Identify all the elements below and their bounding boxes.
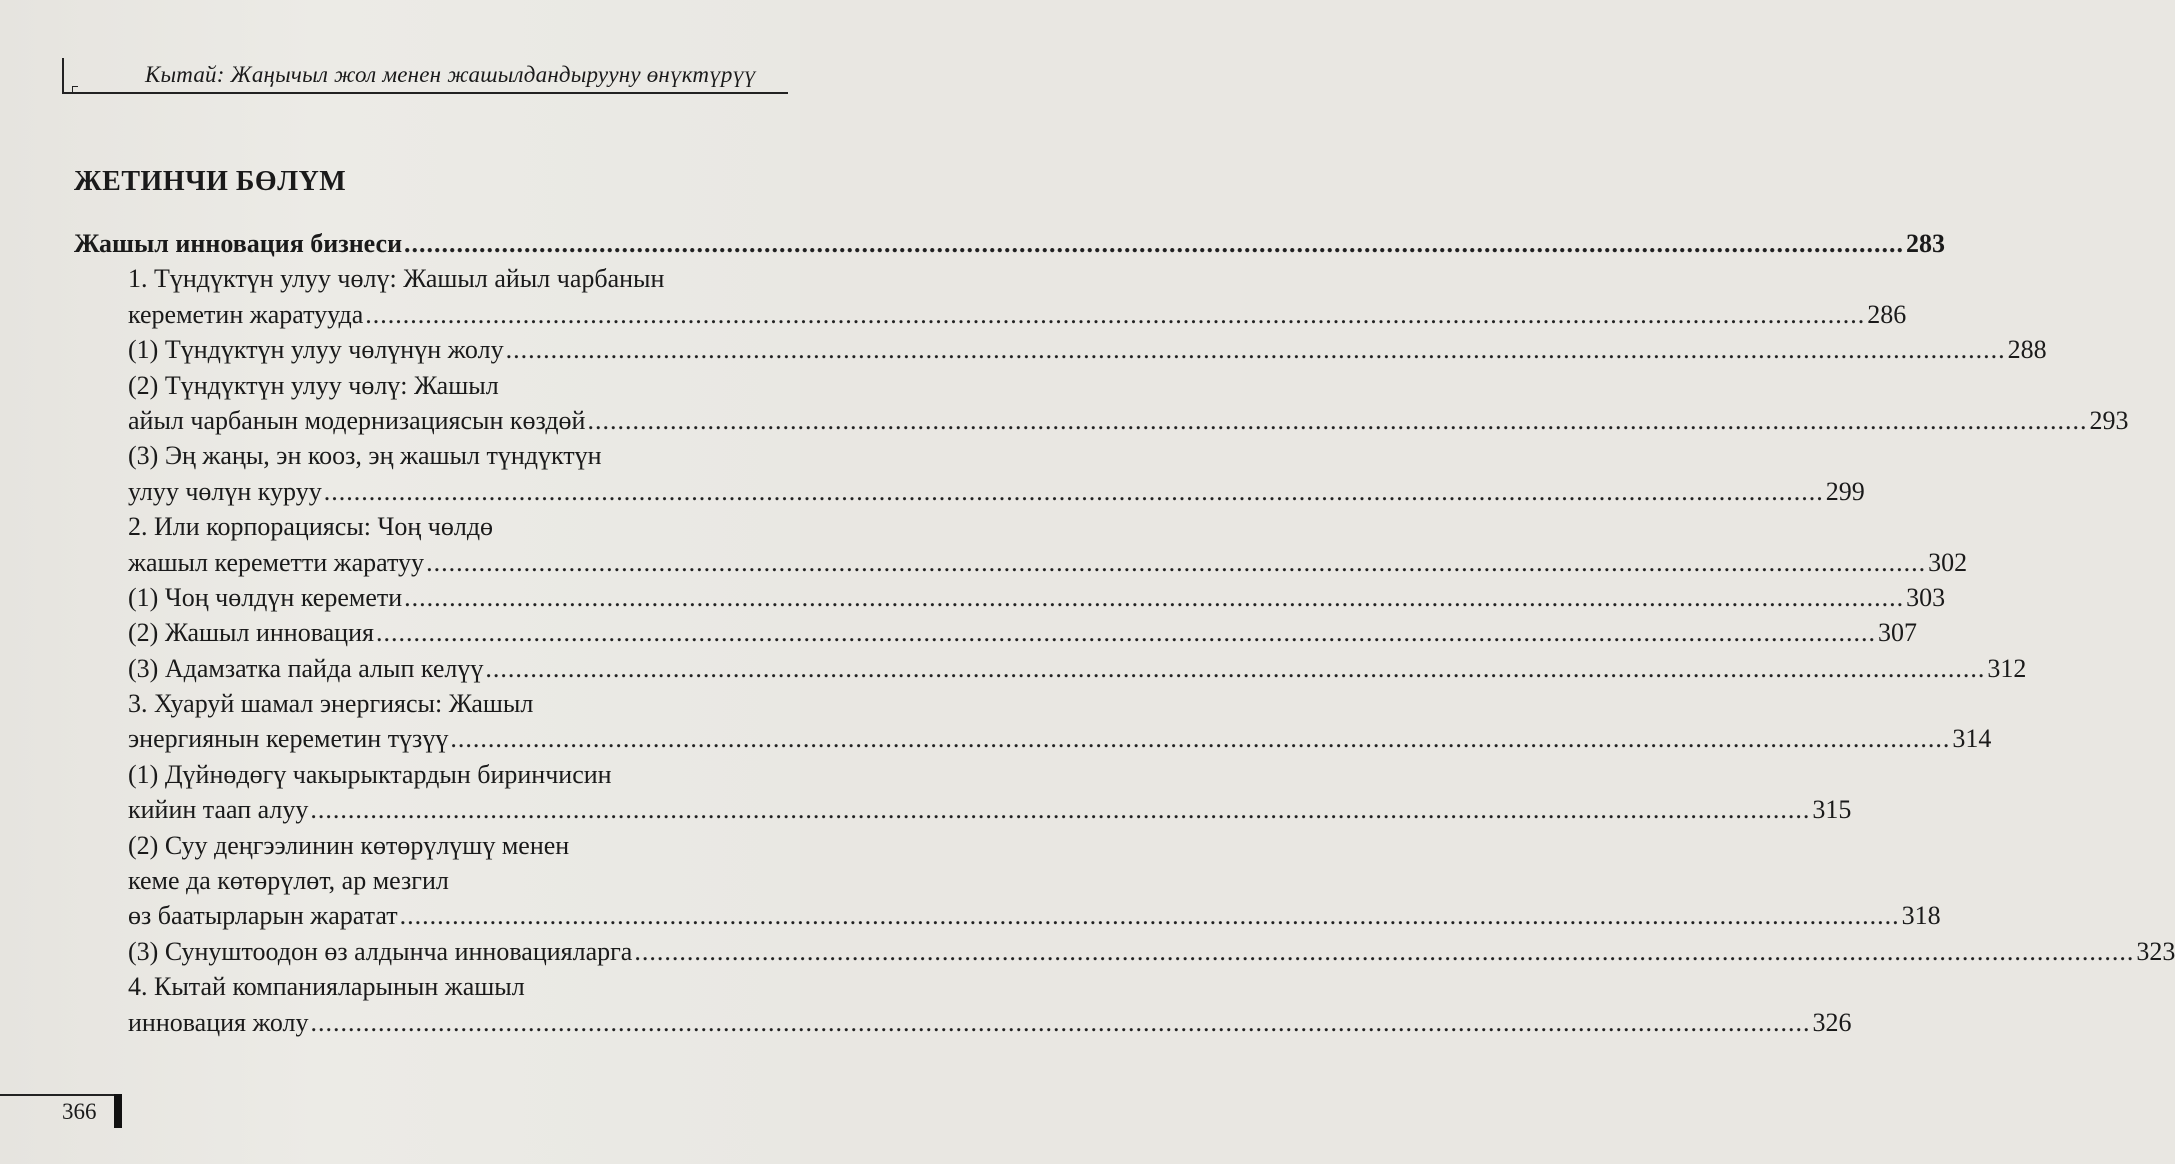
toc-entry [74, 651, 2027, 686]
toc-entry-title: 3. Хуаруй шамал энергиясы: Жашыл [128, 689, 534, 719]
footer-rule [0, 1094, 118, 1096]
toc-page-number: 326 [1812, 1007, 1852, 1037]
toc-entry-title: 2. Или корпорациясы: Чоң чөлдө [128, 512, 494, 542]
dot-leader: ........................................................................................................................................................................................................ [587, 405, 2088, 435]
toc-entry-line [74, 651, 2027, 686]
toc-entry [74, 509, 1968, 580]
toc-entry-title: айыл чарбанын модернизациясын көздөй [128, 405, 586, 435]
toc-entry-line [74, 332, 2047, 367]
table-of-contents [74, 226, 2175, 1040]
toc-entry-line [74, 898, 1941, 933]
toc-page-number: 312 [1987, 653, 2027, 683]
toc-entry-line-continued [74, 686, 754, 721]
toc-entry [74, 615, 1917, 650]
toc-entry-line [74, 474, 1865, 509]
toc-page-number: 299 [1825, 476, 1865, 506]
toc-entry-line-continued [74, 757, 754, 792]
toc-entry-title: кеме да көтөрүлөт, ар мезгил [128, 866, 449, 896]
toc-entry-line [74, 792, 1852, 827]
toc-entry-title: (2) Суу деңгээлинин көтөрүлүшү менен [128, 830, 570, 860]
dot-leader: ........................................................................................................................................................................................................ [404, 229, 1905, 258]
toc-entry-title: (1) Түндүктүн улуу чөлүнүн жолу [128, 335, 504, 365]
toc-entry-line-continued [74, 509, 754, 544]
toc-entry-title: энергиянын кереметин түзүү [128, 724, 449, 754]
toc-entry-line [74, 721, 1992, 756]
toc-page-number: 293 [2089, 405, 2129, 435]
dot-leader: ........................................................................................................................................................................................................ [310, 1007, 1811, 1037]
toc-entry-line [74, 615, 1917, 650]
toc-entry-title: инновация жолу [128, 1007, 309, 1037]
toc-entry [74, 261, 1907, 332]
page-number: 366 [62, 1099, 97, 1124]
dot-leader: ........................................................................................................................................................................................................ [375, 618, 1876, 648]
header-rule [74, 92, 788, 94]
dot-leader: ........................................................................................................................................................................................................ [310, 795, 1811, 825]
toc-entry [74, 934, 2175, 969]
toc-entry-line-continued [74, 828, 754, 863]
toc-entry [74, 438, 1865, 509]
toc-entry-title: (3) Эң жаңы, эн кооз, эң жашыл түндүктүн [128, 441, 602, 471]
toc-entry-line [74, 297, 1907, 332]
toc-entry [74, 332, 2047, 367]
toc-entry-title: Жашыл инновация бизнеси [74, 229, 403, 258]
section-title: ЖЕТИНЧИ БӨЛҮМ [74, 166, 347, 197]
toc-entry-title: (1) Чоң чөлдүн керемети [128, 582, 403, 612]
toc-entry [74, 580, 1946, 615]
toc-entry-line-continued [74, 438, 754, 473]
toc-entry [74, 686, 1992, 757]
toc-page-number: 318 [1901, 901, 1941, 931]
toc-entry-line-continued [74, 863, 754, 898]
toc-page-number: 288 [2007, 335, 2047, 365]
toc-entry-title: кереметин жаратууда [128, 299, 364, 329]
footer-bar [114, 1094, 122, 1128]
toc-entry-line [74, 934, 2175, 969]
toc-page-number: 302 [1928, 547, 1968, 577]
toc-entry-title: улуу чөлүн куруу [128, 476, 322, 506]
toc-entry-title: 1. Түндүктүн улуу чөлү: Жашыл айыл чарбанын [128, 264, 665, 294]
toc-entry-title: (3) Адамзатка пайда алып келүү [128, 653, 484, 683]
toc-page-number: 307 [1877, 618, 1917, 648]
toc-entry [74, 757, 1852, 828]
toc-entry-title: (2) Жашыл инновация [128, 618, 374, 648]
dot-leader: ........................................................................................................................................................................................................ [426, 547, 1927, 577]
toc-entry-title: өз баатырларын жаратат [128, 901, 398, 931]
toc-entry-line-continued [74, 261, 754, 296]
toc-entry-line-continued [74, 368, 754, 403]
toc-page-number: 314 [1952, 724, 1992, 754]
toc-entry [74, 226, 1946, 261]
toc-page-number: 303 [1906, 582, 1946, 612]
dot-leader: ........................................................................................................................................................................................................ [485, 653, 1986, 683]
toc-entry-line [74, 403, 2129, 438]
dot-leader: ........................................................................................................................................................................................................ [399, 901, 1900, 931]
dot-leader: ........................................................................................................................................................................................................ [450, 724, 1951, 754]
running-header: Кытай: Жаңычыл жол менен жашылдандырууну өнүктүрүү [145, 62, 756, 87]
toc-entry [74, 828, 1941, 934]
toc-entry-title: (3) Сунуштоодон өз алдынча инновацияларга [128, 936, 633, 966]
toc-entry-line-continued [74, 969, 754, 1004]
dot-leader: ........................................................................................................................................................................................................ [634, 936, 2135, 966]
dot-leader: ........................................................................................................................................................................................................ [505, 335, 2006, 365]
toc-entry [74, 368, 2129, 439]
dot-leader: ........................................................................................................................................................................................................ [323, 476, 1824, 506]
toc-page-number: 323 [2136, 936, 2175, 966]
toc-page-number: 286 [1867, 299, 1907, 329]
dot-leader: ........................................................................................................................................................................................................ [404, 582, 1905, 612]
toc-page-number: 315 [1812, 795, 1852, 825]
dot-leader: ........................................................................................................................................................................................................ [365, 299, 1866, 329]
toc-entry-title: кийин таап алуу [128, 795, 309, 825]
toc-entry-title: 4. Кытай компанияларынын жашыл [128, 972, 525, 1002]
toc-entry-line [74, 580, 1946, 615]
toc-entry-line [74, 226, 1946, 261]
toc-entry-title: (2) Түндүктүн улуу чөлү: Жашыл [128, 370, 499, 400]
header-corner-line [62, 58, 64, 92]
toc-entry-line [74, 1005, 1852, 1040]
toc-entry-title: (1) Дүйнөдөгү чакырыктардын биринчисин [128, 759, 612, 789]
toc-entry [74, 969, 1852, 1040]
toc-entry-line [74, 545, 1968, 580]
toc-entry-title: жашыл кереметти жаратуу [128, 547, 425, 577]
toc-page-number: 283 [1906, 229, 1946, 258]
